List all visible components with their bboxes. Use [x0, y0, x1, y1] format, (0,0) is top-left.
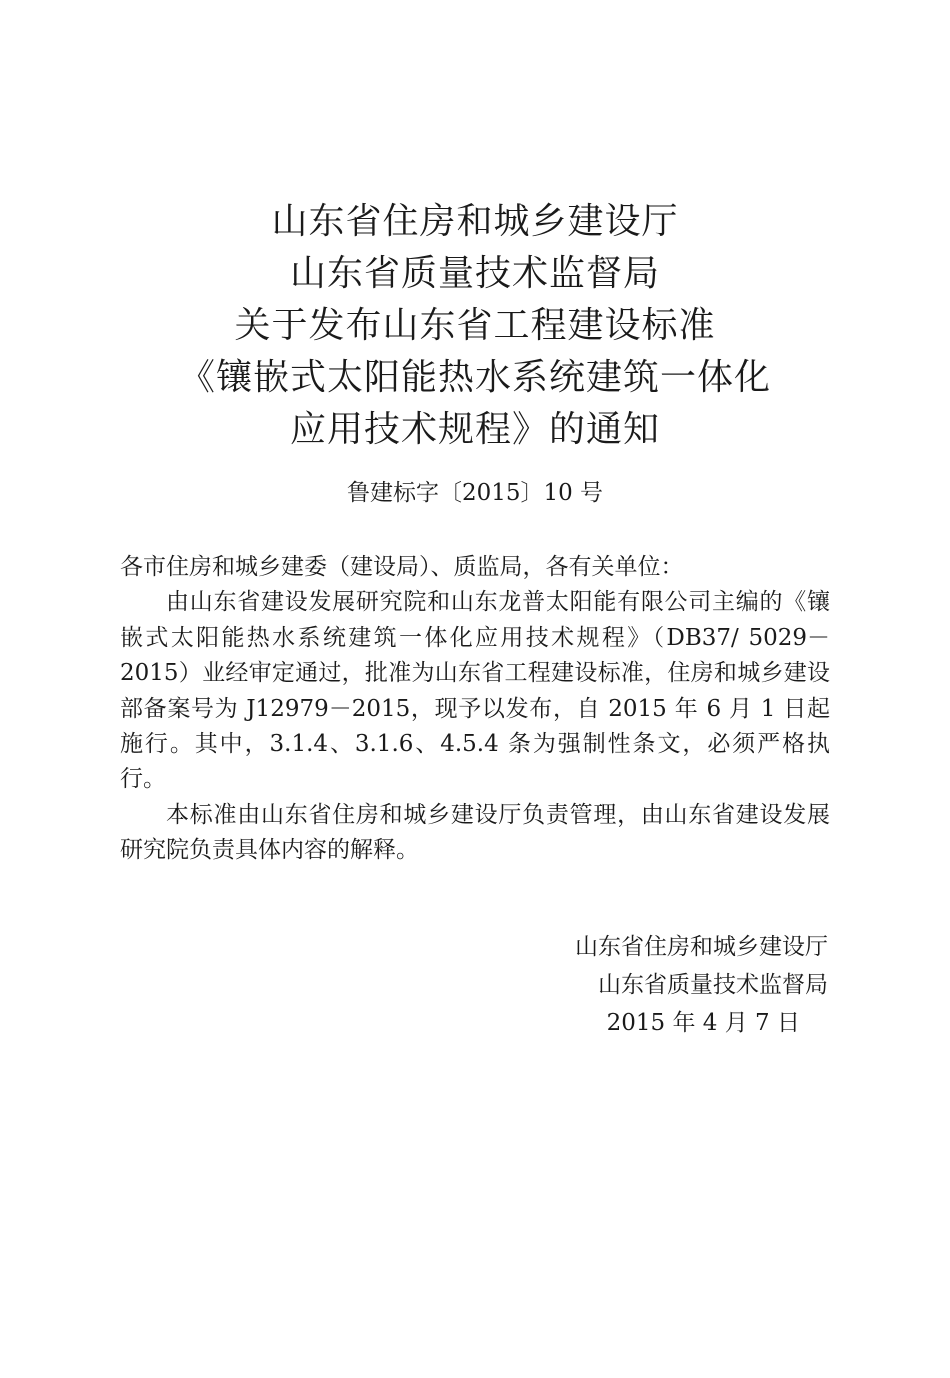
body-paragraph-1: 由山东省建设发展研究院和山东龙普太阳能有限公司主编的《镶嵌式太阳能热水系统建筑一体化应用技术规程》（DB37/ 5029－2015）业经审定通过，批准为山东省工程建设标准，住房和城乡建设部备案号为 J12979－2015，现予以发布，自 2015 年 6 月 1 日起施行。其中，3.1.4、3.1.6、4.5.4 条为强制性条文，必须严格执行。	[120, 589, 830, 793]
title-line-4: 《镶嵌式太阳能热水系统建筑一体化	[178, 357, 771, 398]
notice-title	[0, 196, 950, 456]
body-paragraph-2: 本标准由山东省住房和城乡建设厅负责管理，由山东省建设发展研究院负责具体内容的解释。	[120, 801, 830, 864]
signature-block	[575, 928, 828, 1042]
title-line-5: 应用技术规程》的通知	[289, 409, 660, 450]
title-line-1: 山东省住房和城乡建设厅	[271, 201, 679, 242]
signature-org-1: 山东省住房和城乡建设厅	[575, 934, 828, 960]
title-line-2: 山东省质量技术监督局	[289, 253, 660, 294]
signature-org-2: 山东省质量技术监督局	[598, 972, 828, 998]
addressee-line: 各市住房和城乡建委（建设局）、质监局，各有关单位：	[120, 554, 684, 580]
document-number: 鲁建标字〔2015〕10 号	[346, 480, 604, 506]
notice-body	[120, 550, 830, 869]
title-line-3: 关于发布山东省工程建设标准	[234, 305, 716, 346]
signature-date: 2015 年 4 月 7 日	[606, 1010, 800, 1036]
